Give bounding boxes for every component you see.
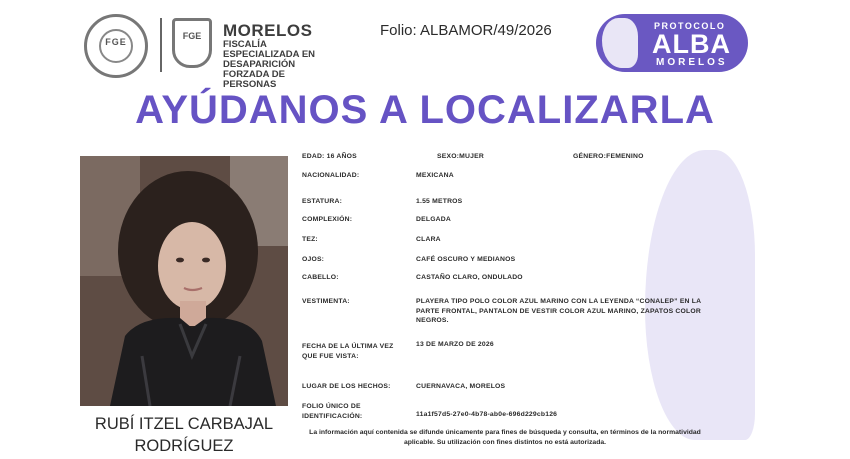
- nacionalidad-value: MEXICANA: [416, 172, 454, 179]
- person-name-line1: RUBÍ ITZEL CARBAJAL: [94, 415, 274, 433]
- photo-illustration: [80, 156, 288, 406]
- shield-abbr: FGE: [182, 31, 202, 41]
- vestimenta-label: VESTIMENTA:: [302, 298, 350, 305]
- woman-profile-icon: [602, 18, 638, 68]
- org-subtitle: FISCALÍA ESPECIALIZADA EN DESAPARICIÓN FORZADA DE PERSONAS: [223, 39, 316, 90]
- alba-logo-bottom: MORELOS: [656, 57, 728, 68]
- alba-logo-main: ALBA: [652, 29, 731, 59]
- org-name: MORELOS: [223, 21, 313, 40]
- protocolo-alba-logo: [596, 14, 748, 72]
- headline: AYÚDANOS A LOCALIZARLA: [135, 88, 715, 132]
- fge-shield-logo: [172, 18, 212, 68]
- seal-abbr: FGE: [105, 37, 127, 47]
- fge-seal-logo: [84, 14, 148, 78]
- disclaimer-text: La información aquí contenida se difunde únicamente para fines de búsqueda y consulta, en términos de la normatividad aplicable. Su utilización con fines distintos no está autorizada.: [309, 429, 701, 446]
- edad-field: EDAD: 16 AÑOS: [302, 153, 357, 160]
- complexion-label: COMPLEXIÓN:: [302, 216, 353, 223]
- tez-label: TEZ:: [302, 236, 318, 243]
- folio-unico-value: 11a1f57d5-27e0-4b78-ab0e-696d229cb126: [416, 411, 558, 418]
- lugar-label: LUGAR DE LOS HECHOS:: [302, 383, 391, 390]
- vestimenta-value: PLAYERA TIPO POLO COLOR AZUL MARINO CON LA LEYENDA “CONALEP” EN LA PARTE FRONTAL, PANTALON DE VESTIR COLOR AZUL MARINO, ZAPATOS COLOR NEGROS.: [416, 298, 701, 324]
- ojos-value: CAFÉ OSCURO Y MEDIANOS: [416, 256, 516, 263]
- estatura-value: 1.55 METROS: [416, 198, 463, 205]
- tez-value: CLARA: [416, 236, 441, 243]
- estatura-label: ESTATURA:: [302, 198, 343, 205]
- header-divider: [160, 18, 162, 72]
- cabello-label: CABELLO:: [302, 274, 339, 281]
- person-name: [80, 413, 288, 457]
- cabello-value: CASTAÑO CLARO, ONDULADO: [416, 274, 523, 281]
- sexo-field: SEXO:MUJER: [437, 153, 484, 160]
- lugar-value: CUERNAVACA, MORELOS: [416, 383, 506, 390]
- fecha-label: FECHA DE LA ÚLTIMA VEZ QUE FUE VISTA:: [302, 343, 394, 360]
- fecha-value: 13 DE MARZO DE 2026: [416, 341, 494, 348]
- complexion-value: DELGADA: [416, 216, 452, 223]
- genero-field: GÉNERO:FEMENINO: [573, 153, 644, 160]
- nacionalidad-label: NACIONALIDAD:: [302, 172, 360, 179]
- alba-logo-top: PROTOCOLO: [654, 21, 726, 31]
- folio-number: Folio: ALBAMOR/49/2026: [380, 22, 552, 39]
- person-name-line2: RODRÍGUEZ: [134, 437, 234, 455]
- ojos-label: OJOS:: [302, 256, 325, 263]
- profile-watermark: [645, 150, 755, 440]
- folio-unico-label: FOLIO ÚNICO DE IDENTIFICACIÓN:: [302, 403, 363, 420]
- missing-person-photo: [80, 156, 288, 406]
